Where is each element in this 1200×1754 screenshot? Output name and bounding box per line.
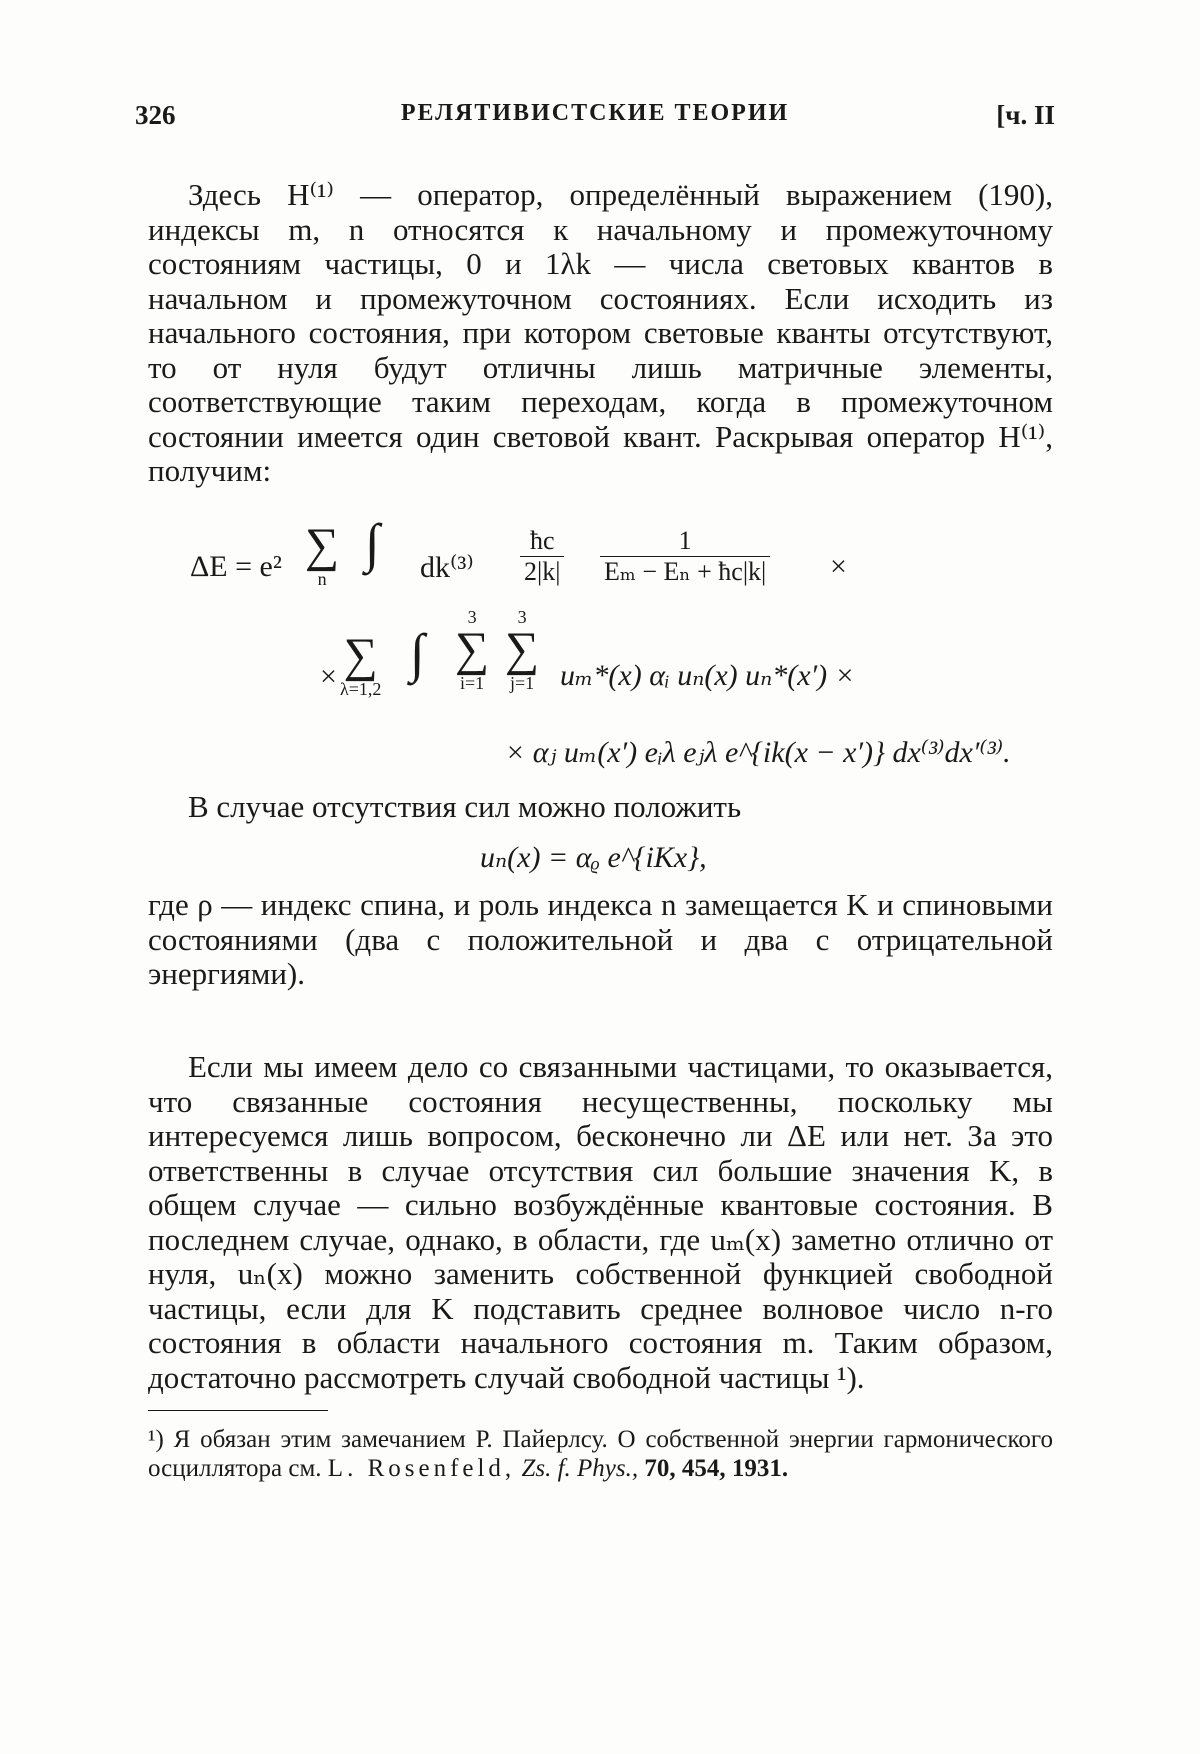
footnote-divider	[148, 1410, 328, 1411]
formula-sum-n: ∑ n	[305, 519, 340, 589]
running-title: РЕЛЯТИВИСТСКИЕ ТЕОРИИ	[400, 100, 790, 126]
formula-lhs: ΔE = e²	[190, 550, 282, 583]
running-header	[135, 100, 1055, 140]
footnote	[148, 1425, 1053, 1483]
paragraph-1	[148, 178, 1053, 489]
formula-line-2-body: uₘ*(x) αᵢ uₙ(x) uₙ*(x′) ×	[560, 659, 855, 692]
paragraph-1-text: Здесь H⁽¹⁾ — оператор, определённый выражением (190), индексы m, n относятся к начальному и промежуточному состояниям частицы, 0 и 1λk — числа световых квантов в начальном и промежуточном состояниях. Если исходить из начального состояния, при котором световые кванты отсутствуют, то от нуля будут отличны лишь матричные элементы, соответствующие таким переходам, когда в промежуточном состоянии имеется один световой квант. Раскрывая оператор H⁽¹⁾, получим:	[148, 177, 1053, 488]
formula-fraction-2: $\frac{1}{\text{Eₘ − Eₙ + ħc|k|}}$	[600, 526, 770, 587]
paragraph-3	[148, 1050, 1053, 1395]
footnote-marker: ¹)	[148, 1426, 164, 1453]
integral-sign: ∫	[365, 513, 380, 573]
formula-sum-i: 3 ∑ i=1	[455, 607, 490, 693]
formula-line-3-body: × αⱼ uₘ(x′) eᵢλ eⱼλ e^{ik(x − x′)} dx⁽³⁾dx′⁽³⁾.	[505, 736, 1011, 769]
part-label: [ч. II	[996, 100, 1055, 130]
paragraph-2-text: где ρ — индекс спина, и роль индекса n замещается K и спиновыми состояниями (два с положительной и два с отрицательной энергиями).	[148, 887, 1053, 991]
formula-sum-j: 3 ∑ j=1	[505, 607, 540, 693]
page-number: 326	[135, 100, 176, 130]
formula-fraction-1: $\frac{ħc}{2|k|}$	[520, 526, 564, 587]
paragraph-3-text: Если мы имеем дело со связанными частицами, то оказывается, что связанные состояния несущественны, поскольку мы интересуемся лишь вопросом, бесконечно ли ΔE или нет. За это ответственны в случае отсутствия сил большие значения K, в общем случае — сильно возбуждённые квантовые состояния. В последнем случае, однако, в области, где uₘ(x) заметно отлично от нуля, uₙ(x) можно заменить собственной функцией свободной частицы, если для K подставить среднее волновое число n-го состояния в области начального состояния m. Таким образом, достаточно рассмотреть случай свободной частицы ¹).	[148, 1049, 1053, 1395]
paragraph-2-intro-text: В случае отсутствия сил можно положить	[188, 789, 742, 824]
formula-free-particle-text: uₙ(x) = αᵨ e^{iKx},	[480, 841, 707, 874]
integral-sign-2: ∫	[410, 623, 425, 683]
footnote-ref: 70, 454, 1931.	[644, 1455, 789, 1482]
times-sign-2: ×	[320, 660, 337, 693]
paragraph-2-intro	[148, 790, 1053, 825]
footnote-journal: Zs. f. Phys.,	[521, 1455, 639, 1482]
footnote-text: Я обязан этим замечанием Р. Пайерлсу. О собственной энергии гармонического осциллятора см.	[148, 1426, 1053, 1482]
formula-dk: dk⁽³⁾	[420, 551, 474, 584]
paragraph-2	[148, 888, 1053, 992]
formula-sum-lambda: ∑ λ=1,2	[340, 629, 382, 699]
times-sign: ×	[830, 550, 847, 583]
footnote-author: L. Rosenfeld,	[327, 1455, 516, 1482]
